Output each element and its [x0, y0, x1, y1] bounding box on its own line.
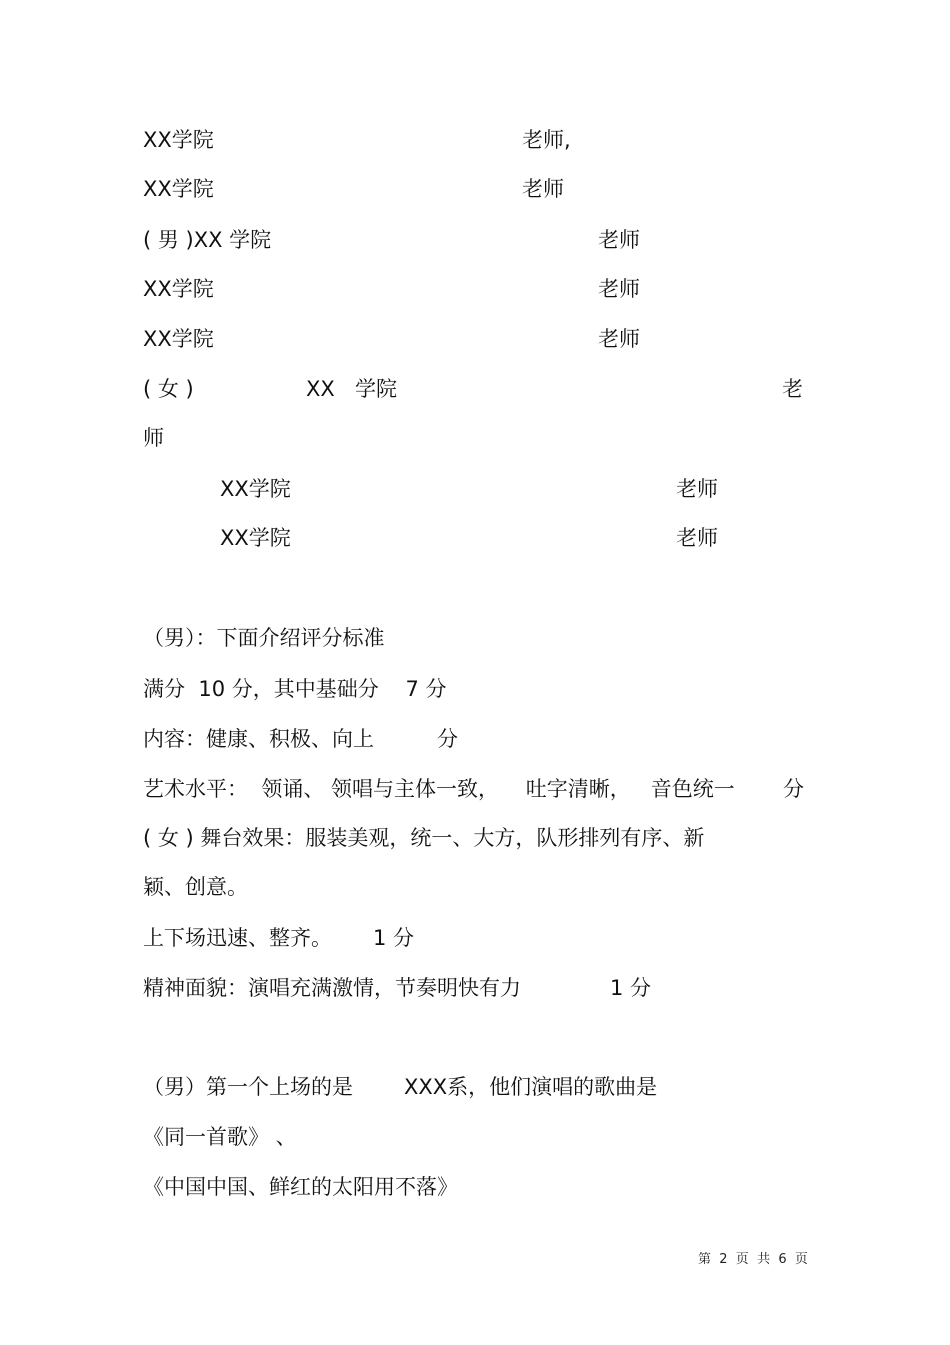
- judge-6-college: XX: [306, 377, 335, 401]
- judge-1-college: XX学院: [143, 128, 214, 152]
- scoring-full: 满分 10 分，其中基础分 7 分: [143, 677, 447, 701]
- scoring-spirit-score: 1 分: [610, 976, 652, 1000]
- program-intro: （男）第一个上场的是: [143, 1075, 353, 1099]
- scoring-stage-line2: 颖、创意。: [143, 875, 248, 899]
- scoring-intro: （男）：下面介绍评分标准: [143, 626, 385, 650]
- scoring-onstage-score: 1 分: [373, 926, 415, 950]
- scoring-stage-line1: ( 女 ) 舞台效果：服装美观，统一、大方，队形排列有序、新: [143, 826, 705, 850]
- judge-7-title: 老师: [676, 477, 718, 501]
- judge-5-title: 老师: [598, 327, 640, 351]
- scoring-content: 内容：健康、积极、向上: [143, 727, 374, 751]
- judge-6-college-suffix: 学院: [355, 377, 397, 401]
- judge-1-title: 老师,: [522, 128, 571, 152]
- judge-3-college: ( 男 )XX 学院: [143, 228, 272, 252]
- scoring-content-score: 分: [437, 727, 458, 751]
- program-song-2: 《中国中国、鲜红的太阳用不落》: [143, 1175, 458, 1199]
- scoring-spirit: 精神面貌：演唱充满激情，节奏明快有力: [143, 976, 521, 1000]
- judge-4-title: 老师: [598, 277, 640, 301]
- judge-3-title: 老师: [598, 228, 640, 252]
- scoring-art-score: 分: [783, 777, 804, 801]
- judge-8-title: 老师: [676, 526, 718, 550]
- program-intro-dept: XXX系，他们演唱的歌曲是: [404, 1075, 658, 1099]
- judge-7-college: XX学院: [220, 477, 291, 501]
- judge-2-college: XX学院: [143, 177, 214, 201]
- judge-5-college: XX学院: [143, 327, 214, 351]
- judge-8-college: XX学院: [220, 526, 291, 550]
- judge-6-title: 老: [782, 377, 803, 401]
- judge-2-title: 老师: [522, 177, 564, 201]
- judge-6-prefix: ( 女 ): [143, 377, 194, 401]
- page-number-footer: 第 2 页 共 6 页: [698, 1252, 808, 1267]
- judge-6-title-wrap: 师: [143, 426, 164, 450]
- program-song-1: 《同一首歌》 、: [143, 1125, 297, 1149]
- scoring-art: 艺术水平： 领诵、 领唱与主体一致， 吐字清晰， 音色统一: [143, 777, 735, 801]
- scoring-onstage: 上下场迅速、整齐。: [143, 926, 332, 950]
- judge-4-college: XX学院: [143, 277, 214, 301]
